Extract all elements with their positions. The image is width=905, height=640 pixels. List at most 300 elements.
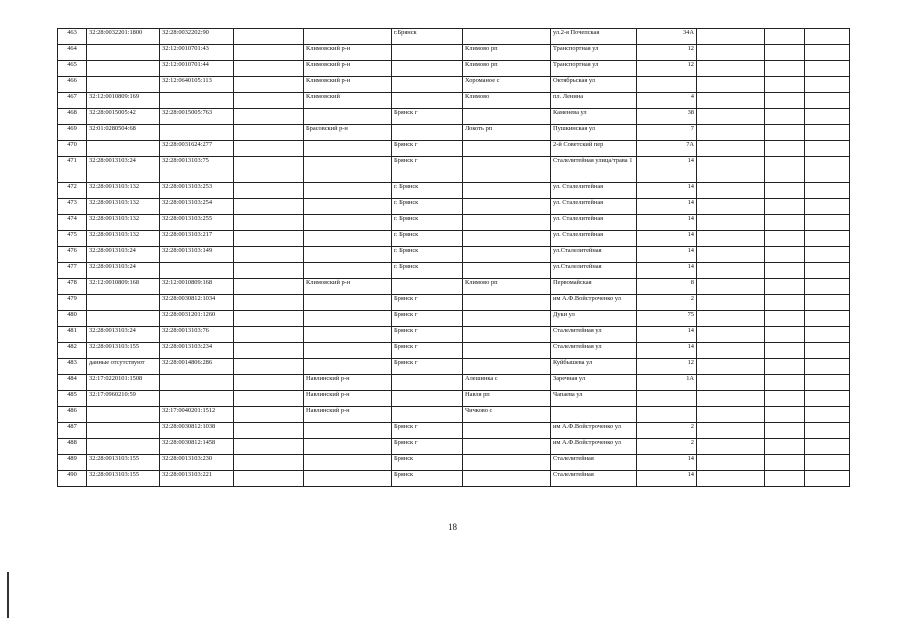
- extra-cell-2: [765, 455, 805, 471]
- region-cell: [234, 375, 304, 391]
- table-row: [58, 455, 850, 471]
- region-cell: [234, 247, 304, 263]
- region-cell: [234, 125, 304, 141]
- building-cadastral-number: 32:28:0030812:1038: [160, 423, 234, 439]
- extra-cell-1: [697, 407, 765, 423]
- extra-cell-2: [765, 61, 805, 77]
- city-cell: г. Брянск: [392, 215, 463, 231]
- region-cell: [234, 407, 304, 423]
- extra-cell-1: [697, 183, 765, 199]
- region-cell: [234, 263, 304, 279]
- table-row: [58, 93, 850, 109]
- district-cell: [304, 343, 392, 359]
- street-cell: Транспортная ул: [551, 45, 637, 61]
- row-number: 484: [58, 375, 87, 391]
- city-cell: [392, 93, 463, 109]
- extra-cell-1: [697, 327, 765, 343]
- district-cell: [304, 455, 392, 471]
- table-row: [58, 125, 850, 141]
- row-number: 478: [58, 279, 87, 295]
- row-number: 474: [58, 215, 87, 231]
- region-cell: [234, 327, 304, 343]
- extra-cell-3: [805, 423, 850, 439]
- building-cadastral-number: 32:28:0032202:90: [160, 29, 234, 45]
- extra-cell-3: [805, 77, 850, 93]
- house-number-cell: 14: [637, 215, 697, 231]
- building-cadastral-number: 32:28:0013103:255: [160, 215, 234, 231]
- region-cell: [234, 359, 304, 375]
- district-cell: [304, 439, 392, 455]
- table-row: [58, 343, 850, 359]
- extra-cell-3: [805, 359, 850, 375]
- land-cadastral-number: 32:28:0015005:42: [87, 109, 160, 125]
- extra-cell-2: [765, 439, 805, 455]
- row-number: 479: [58, 295, 87, 311]
- land-cadastral-number: [87, 77, 160, 93]
- city-cell: Брянск г: [392, 157, 463, 183]
- extra-cell-1: [697, 125, 765, 141]
- settlement-cell: [463, 439, 551, 455]
- settlement-cell: [463, 263, 551, 279]
- settlement-cell: [463, 471, 551, 487]
- house-number-cell: 12: [637, 45, 697, 61]
- extra-cell-3: [805, 279, 850, 295]
- extra-cell-1: [697, 215, 765, 231]
- land-cadastral-number: 32:17:0960210:59: [87, 391, 160, 407]
- house-number-cell: 8: [637, 279, 697, 295]
- district-cell: [304, 295, 392, 311]
- extra-cell-2: [765, 391, 805, 407]
- city-cell: Брянск г: [392, 423, 463, 439]
- extra-cell-1: [697, 45, 765, 61]
- building-cadastral-number: 32:28:0030812:1458: [160, 439, 234, 455]
- table-row: [58, 215, 850, 231]
- city-cell: г.Брянск: [392, 29, 463, 45]
- extra-cell-1: [697, 61, 765, 77]
- city-cell: Брянск г: [392, 343, 463, 359]
- land-cadastral-number: 32:28:0013103:24: [87, 263, 160, 279]
- street-cell: ул. Сталелитейная: [551, 199, 637, 215]
- settlement-cell: [463, 157, 551, 183]
- row-number: 468: [58, 109, 87, 125]
- extra-cell-2: [765, 215, 805, 231]
- settlement-cell: [463, 183, 551, 199]
- house-number-cell: 4: [637, 93, 697, 109]
- registry-body: [58, 29, 850, 487]
- house-number-cell: 14: [637, 327, 697, 343]
- row-number: 487: [58, 423, 87, 439]
- building-cadastral-number: 32:12:0010809:168: [160, 279, 234, 295]
- extra-cell-1: [697, 375, 765, 391]
- district-cell: Навлинский р-н: [304, 391, 392, 407]
- region-cell: [234, 231, 304, 247]
- street-cell: им А.Ф.Войстроченко ул: [551, 439, 637, 455]
- row-number: 466: [58, 77, 87, 93]
- extra-cell-3: [805, 183, 850, 199]
- building-cadastral-number: 32:28:0030812:1034: [160, 295, 234, 311]
- building-cadastral-number: 32:28:0013103:221: [160, 471, 234, 487]
- table-row: [58, 439, 850, 455]
- land-cadastral-number: 32:01:0280504:68: [87, 125, 160, 141]
- house-number-cell: 12: [637, 61, 697, 77]
- district-cell: [304, 247, 392, 263]
- city-cell: Брянск: [392, 455, 463, 471]
- settlement-cell: Климово рп: [463, 45, 551, 61]
- district-cell: Навлинский р-н: [304, 407, 392, 423]
- district-cell: Климовский р-н: [304, 77, 392, 93]
- city-cell: [392, 407, 463, 423]
- extra-cell-1: [697, 311, 765, 327]
- street-cell: Куйбышева ул: [551, 359, 637, 375]
- house-number-cell: 14: [637, 231, 697, 247]
- extra-cell-1: [697, 295, 765, 311]
- land-cadastral-number: 32:28:0013103:24: [87, 157, 160, 183]
- row-number: 465: [58, 61, 87, 77]
- building-cadastral-number: [160, 263, 234, 279]
- district-cell: [304, 311, 392, 327]
- city-cell: [392, 61, 463, 77]
- extra-cell-3: [805, 455, 850, 471]
- house-number-cell: 7А: [637, 141, 697, 157]
- building-cadastral-number: 32:28:0013103:76: [160, 327, 234, 343]
- street-cell: Заречная ул: [551, 375, 637, 391]
- city-cell: Брянск г: [392, 311, 463, 327]
- land-cadastral-number: 32:12:0010809:168: [87, 279, 160, 295]
- extra-cell-3: [805, 141, 850, 157]
- settlement-cell: [463, 423, 551, 439]
- house-number-cell: 14: [637, 343, 697, 359]
- street-cell: Сталелитейная: [551, 455, 637, 471]
- settlement-cell: [463, 311, 551, 327]
- settlement-cell: [463, 109, 551, 125]
- house-number-cell: 34А: [637, 29, 697, 45]
- row-number: 482: [58, 343, 87, 359]
- house-number-cell: 75: [637, 311, 697, 327]
- extra-cell-3: [805, 125, 850, 141]
- extra-cell-1: [697, 343, 765, 359]
- district-cell: [304, 423, 392, 439]
- street-cell: им А.Ф.Войстроченко ул: [551, 423, 637, 439]
- table-row: [58, 77, 850, 93]
- region-cell: [234, 279, 304, 295]
- city-cell: [392, 375, 463, 391]
- settlement-cell: Климово: [463, 93, 551, 109]
- row-number: 490: [58, 471, 87, 487]
- extra-cell-2: [765, 295, 805, 311]
- street-cell: ул.2-я Почепская: [551, 29, 637, 45]
- extra-cell-1: [697, 391, 765, 407]
- row-number: 470: [58, 141, 87, 157]
- city-cell: Брянск г: [392, 327, 463, 343]
- extra-cell-2: [765, 183, 805, 199]
- building-cadastral-number: 32:12:0010701:44: [160, 61, 234, 77]
- house-number-cell: 14: [637, 157, 697, 183]
- extra-cell-1: [697, 359, 765, 375]
- row-number: 488: [58, 439, 87, 455]
- district-cell: [304, 141, 392, 157]
- region-cell: [234, 343, 304, 359]
- land-cadastral-number: данные отсутствуют: [87, 359, 160, 375]
- settlement-cell: [463, 141, 551, 157]
- house-number-cell: 1А: [637, 375, 697, 391]
- city-cell: [392, 125, 463, 141]
- settlement-cell: [463, 295, 551, 311]
- table-row: [58, 375, 850, 391]
- street-cell: Первомайская: [551, 279, 637, 295]
- row-number: 480: [58, 311, 87, 327]
- row-number: 481: [58, 327, 87, 343]
- extra-cell-3: [805, 263, 850, 279]
- street-cell: Сталелитейная: [551, 471, 637, 487]
- city-cell: Брянск г: [392, 141, 463, 157]
- region-cell: [234, 93, 304, 109]
- table-row: [58, 423, 850, 439]
- city-cell: г. Брянск: [392, 263, 463, 279]
- table-row: [58, 29, 850, 45]
- region-cell: [234, 471, 304, 487]
- extra-cell-2: [765, 93, 805, 109]
- row-number: 471: [58, 157, 87, 183]
- table-row: [58, 391, 850, 407]
- extra-cell-3: [805, 407, 850, 423]
- building-cadastral-number: 32:28:0013103:254: [160, 199, 234, 215]
- extra-cell-3: [805, 61, 850, 77]
- extra-cell-2: [765, 125, 805, 141]
- region-cell: [234, 183, 304, 199]
- street-cell: пл. Ленина: [551, 93, 637, 109]
- house-number-cell: 14: [637, 455, 697, 471]
- street-cell: 2-й Советский пер: [551, 141, 637, 157]
- street-cell: ул. Сталелитейная: [551, 215, 637, 231]
- extra-cell-1: [697, 423, 765, 439]
- house-number-cell: 14: [637, 471, 697, 487]
- city-cell: г. Брянск: [392, 231, 463, 247]
- table-row: [58, 45, 850, 61]
- settlement-cell: Навля рп: [463, 391, 551, 407]
- street-cell: Каменева ул: [551, 109, 637, 125]
- city-cell: [392, 77, 463, 93]
- settlement-cell: Климово рп: [463, 61, 551, 77]
- region-cell: [234, 455, 304, 471]
- extra-cell-2: [765, 45, 805, 61]
- extra-cell-3: [805, 391, 850, 407]
- table-row: [58, 199, 850, 215]
- house-number-cell: 14: [637, 247, 697, 263]
- row-number: 463: [58, 29, 87, 45]
- house-number-cell: [637, 391, 697, 407]
- extra-cell-1: [697, 263, 765, 279]
- extra-cell-1: [697, 455, 765, 471]
- land-cadastral-number: 32:12:0010809:169: [87, 93, 160, 109]
- district-cell: [304, 327, 392, 343]
- extra-cell-2: [765, 343, 805, 359]
- building-cadastral-number: 32:12:0010701:43: [160, 45, 234, 61]
- street-cell: [551, 407, 637, 423]
- settlement-cell: Алешинка с: [463, 375, 551, 391]
- row-number: 476: [58, 247, 87, 263]
- table-row: [58, 109, 850, 125]
- district-cell: [304, 29, 392, 45]
- house-number-cell: 7: [637, 125, 697, 141]
- row-number: 485: [58, 391, 87, 407]
- extra-cell-1: [697, 141, 765, 157]
- region-cell: [234, 45, 304, 61]
- extra-cell-1: [697, 279, 765, 295]
- settlement-cell: Климово рп: [463, 279, 551, 295]
- district-cell: Климовский р-н: [304, 45, 392, 61]
- extra-cell-1: [697, 471, 765, 487]
- extra-cell-3: [805, 295, 850, 311]
- extra-cell-3: [805, 327, 850, 343]
- district-cell: Климовский р-н: [304, 279, 392, 295]
- building-cadastral-number: 32:28:0015005:763: [160, 109, 234, 125]
- street-cell: ул.Сталелитейная: [551, 263, 637, 279]
- land-cadastral-number: 32:28:0013103:155: [87, 455, 160, 471]
- region-cell: [234, 295, 304, 311]
- land-cadastral-number: 32:28:0032201:1800: [87, 29, 160, 45]
- extra-cell-2: [765, 77, 805, 93]
- building-cadastral-number: [160, 125, 234, 141]
- extra-cell-1: [697, 247, 765, 263]
- city-cell: г. Брянск: [392, 247, 463, 263]
- extra-cell-3: [805, 439, 850, 455]
- house-number-cell: 38: [637, 109, 697, 125]
- street-cell: Сталелитейная улица/трава 1: [551, 157, 637, 183]
- settlement-cell: Локоть рп: [463, 125, 551, 141]
- row-number: 473: [58, 199, 87, 215]
- street-cell: ул.Сталелитейная: [551, 247, 637, 263]
- table-row: [58, 231, 850, 247]
- building-cadastral-number: 32:28:0031201:1260: [160, 311, 234, 327]
- table-row: [58, 311, 850, 327]
- district-cell: [304, 231, 392, 247]
- extra-cell-1: [697, 199, 765, 215]
- settlement-cell: [463, 247, 551, 263]
- city-cell: [392, 45, 463, 61]
- extra-cell-3: [805, 247, 850, 263]
- street-cell: ул. Сталелитейная: [551, 231, 637, 247]
- table-row: [58, 279, 850, 295]
- land-cadastral-number: [87, 439, 160, 455]
- building-cadastral-number: 32:28:0031624:277: [160, 141, 234, 157]
- extra-cell-3: [805, 199, 850, 215]
- extra-cell-1: [697, 77, 765, 93]
- region-cell: [234, 199, 304, 215]
- land-cadastral-number: 32:28:0013103:132: [87, 199, 160, 215]
- district-cell: [304, 199, 392, 215]
- settlement-cell: [463, 29, 551, 45]
- extra-cell-1: [697, 439, 765, 455]
- table-row: [58, 263, 850, 279]
- city-cell: г. Брянск: [392, 183, 463, 199]
- settlement-cell: Чичково с: [463, 407, 551, 423]
- extra-cell-3: [805, 471, 850, 487]
- settlement-cell: [463, 231, 551, 247]
- extra-cell-3: [805, 157, 850, 183]
- building-cadastral-number: 32:28:0013103:75: [160, 157, 234, 183]
- street-cell: Чапаева ул: [551, 391, 637, 407]
- extra-cell-2: [765, 141, 805, 157]
- district-cell: [304, 263, 392, 279]
- land-cadastral-number: 32:28:0013103:24: [87, 327, 160, 343]
- settlement-cell: [463, 215, 551, 231]
- city-cell: Брянск г: [392, 109, 463, 125]
- land-cadastral-number: 32:28:0013103:155: [87, 471, 160, 487]
- building-cadastral-number: 32:28:0013103:253: [160, 183, 234, 199]
- street-cell: Сталелитейная ул: [551, 327, 637, 343]
- region-cell: [234, 391, 304, 407]
- region-cell: [234, 77, 304, 93]
- extra-cell-1: [697, 231, 765, 247]
- extra-cell-2: [765, 231, 805, 247]
- region-cell: [234, 157, 304, 183]
- extra-cell-2: [765, 359, 805, 375]
- district-cell: Навлинский р-н: [304, 375, 392, 391]
- land-cadastral-number: 32:28:0013103:132: [87, 183, 160, 199]
- street-cell: Транспортная ул: [551, 61, 637, 77]
- row-number: 489: [58, 455, 87, 471]
- settlement-cell: [463, 199, 551, 215]
- street-cell: им А.Ф.Войстроченко ул: [551, 295, 637, 311]
- land-cadastral-number: [87, 61, 160, 77]
- building-cadastral-number: [160, 375, 234, 391]
- extra-cell-3: [805, 375, 850, 391]
- street-cell: Пушкинская ул: [551, 125, 637, 141]
- district-cell: Климовский: [304, 93, 392, 109]
- building-cadastral-number: 32:17:0040201:1512: [160, 407, 234, 423]
- table-row: [58, 247, 850, 263]
- extra-cell-2: [765, 375, 805, 391]
- district-cell: Климовский р-н: [304, 61, 392, 77]
- region-cell: [234, 311, 304, 327]
- district-cell: Брасовский р-н: [304, 125, 392, 141]
- extra-cell-2: [765, 247, 805, 263]
- extra-cell-2: [765, 423, 805, 439]
- city-cell: [392, 279, 463, 295]
- house-number-cell: 2: [637, 295, 697, 311]
- district-cell: [304, 157, 392, 183]
- extra-cell-3: [805, 29, 850, 45]
- street-cell: ул. Сталелитейная: [551, 183, 637, 199]
- extra-cell-3: [805, 109, 850, 125]
- settlement-cell: [463, 455, 551, 471]
- land-cadastral-number: 32:28:0013103:155: [87, 343, 160, 359]
- city-cell: [392, 391, 463, 407]
- extra-cell-3: [805, 343, 850, 359]
- land-cadastral-number: [87, 407, 160, 423]
- building-cadastral-number: 32:28:0013103:217: [160, 231, 234, 247]
- land-cadastral-number: 32:17:0220101:1508: [87, 375, 160, 391]
- extra-cell-2: [765, 407, 805, 423]
- building-cadastral-number: 32:28:0013103:230: [160, 455, 234, 471]
- street-cell: Сталелитейная ул: [551, 343, 637, 359]
- table-row: [58, 327, 850, 343]
- extra-cell-2: [765, 29, 805, 45]
- extra-cell-2: [765, 327, 805, 343]
- building-cadastral-number: 32:28:0013103:234: [160, 343, 234, 359]
- table-row: [58, 295, 850, 311]
- extra-cell-1: [697, 109, 765, 125]
- region-cell: [234, 61, 304, 77]
- land-cadastral-number: [87, 45, 160, 61]
- settlement-cell: [463, 327, 551, 343]
- extra-cell-2: [765, 311, 805, 327]
- row-number: 477: [58, 263, 87, 279]
- extra-cell-3: [805, 231, 850, 247]
- region-cell: [234, 141, 304, 157]
- region-cell: [234, 215, 304, 231]
- house-number-cell: [637, 77, 697, 93]
